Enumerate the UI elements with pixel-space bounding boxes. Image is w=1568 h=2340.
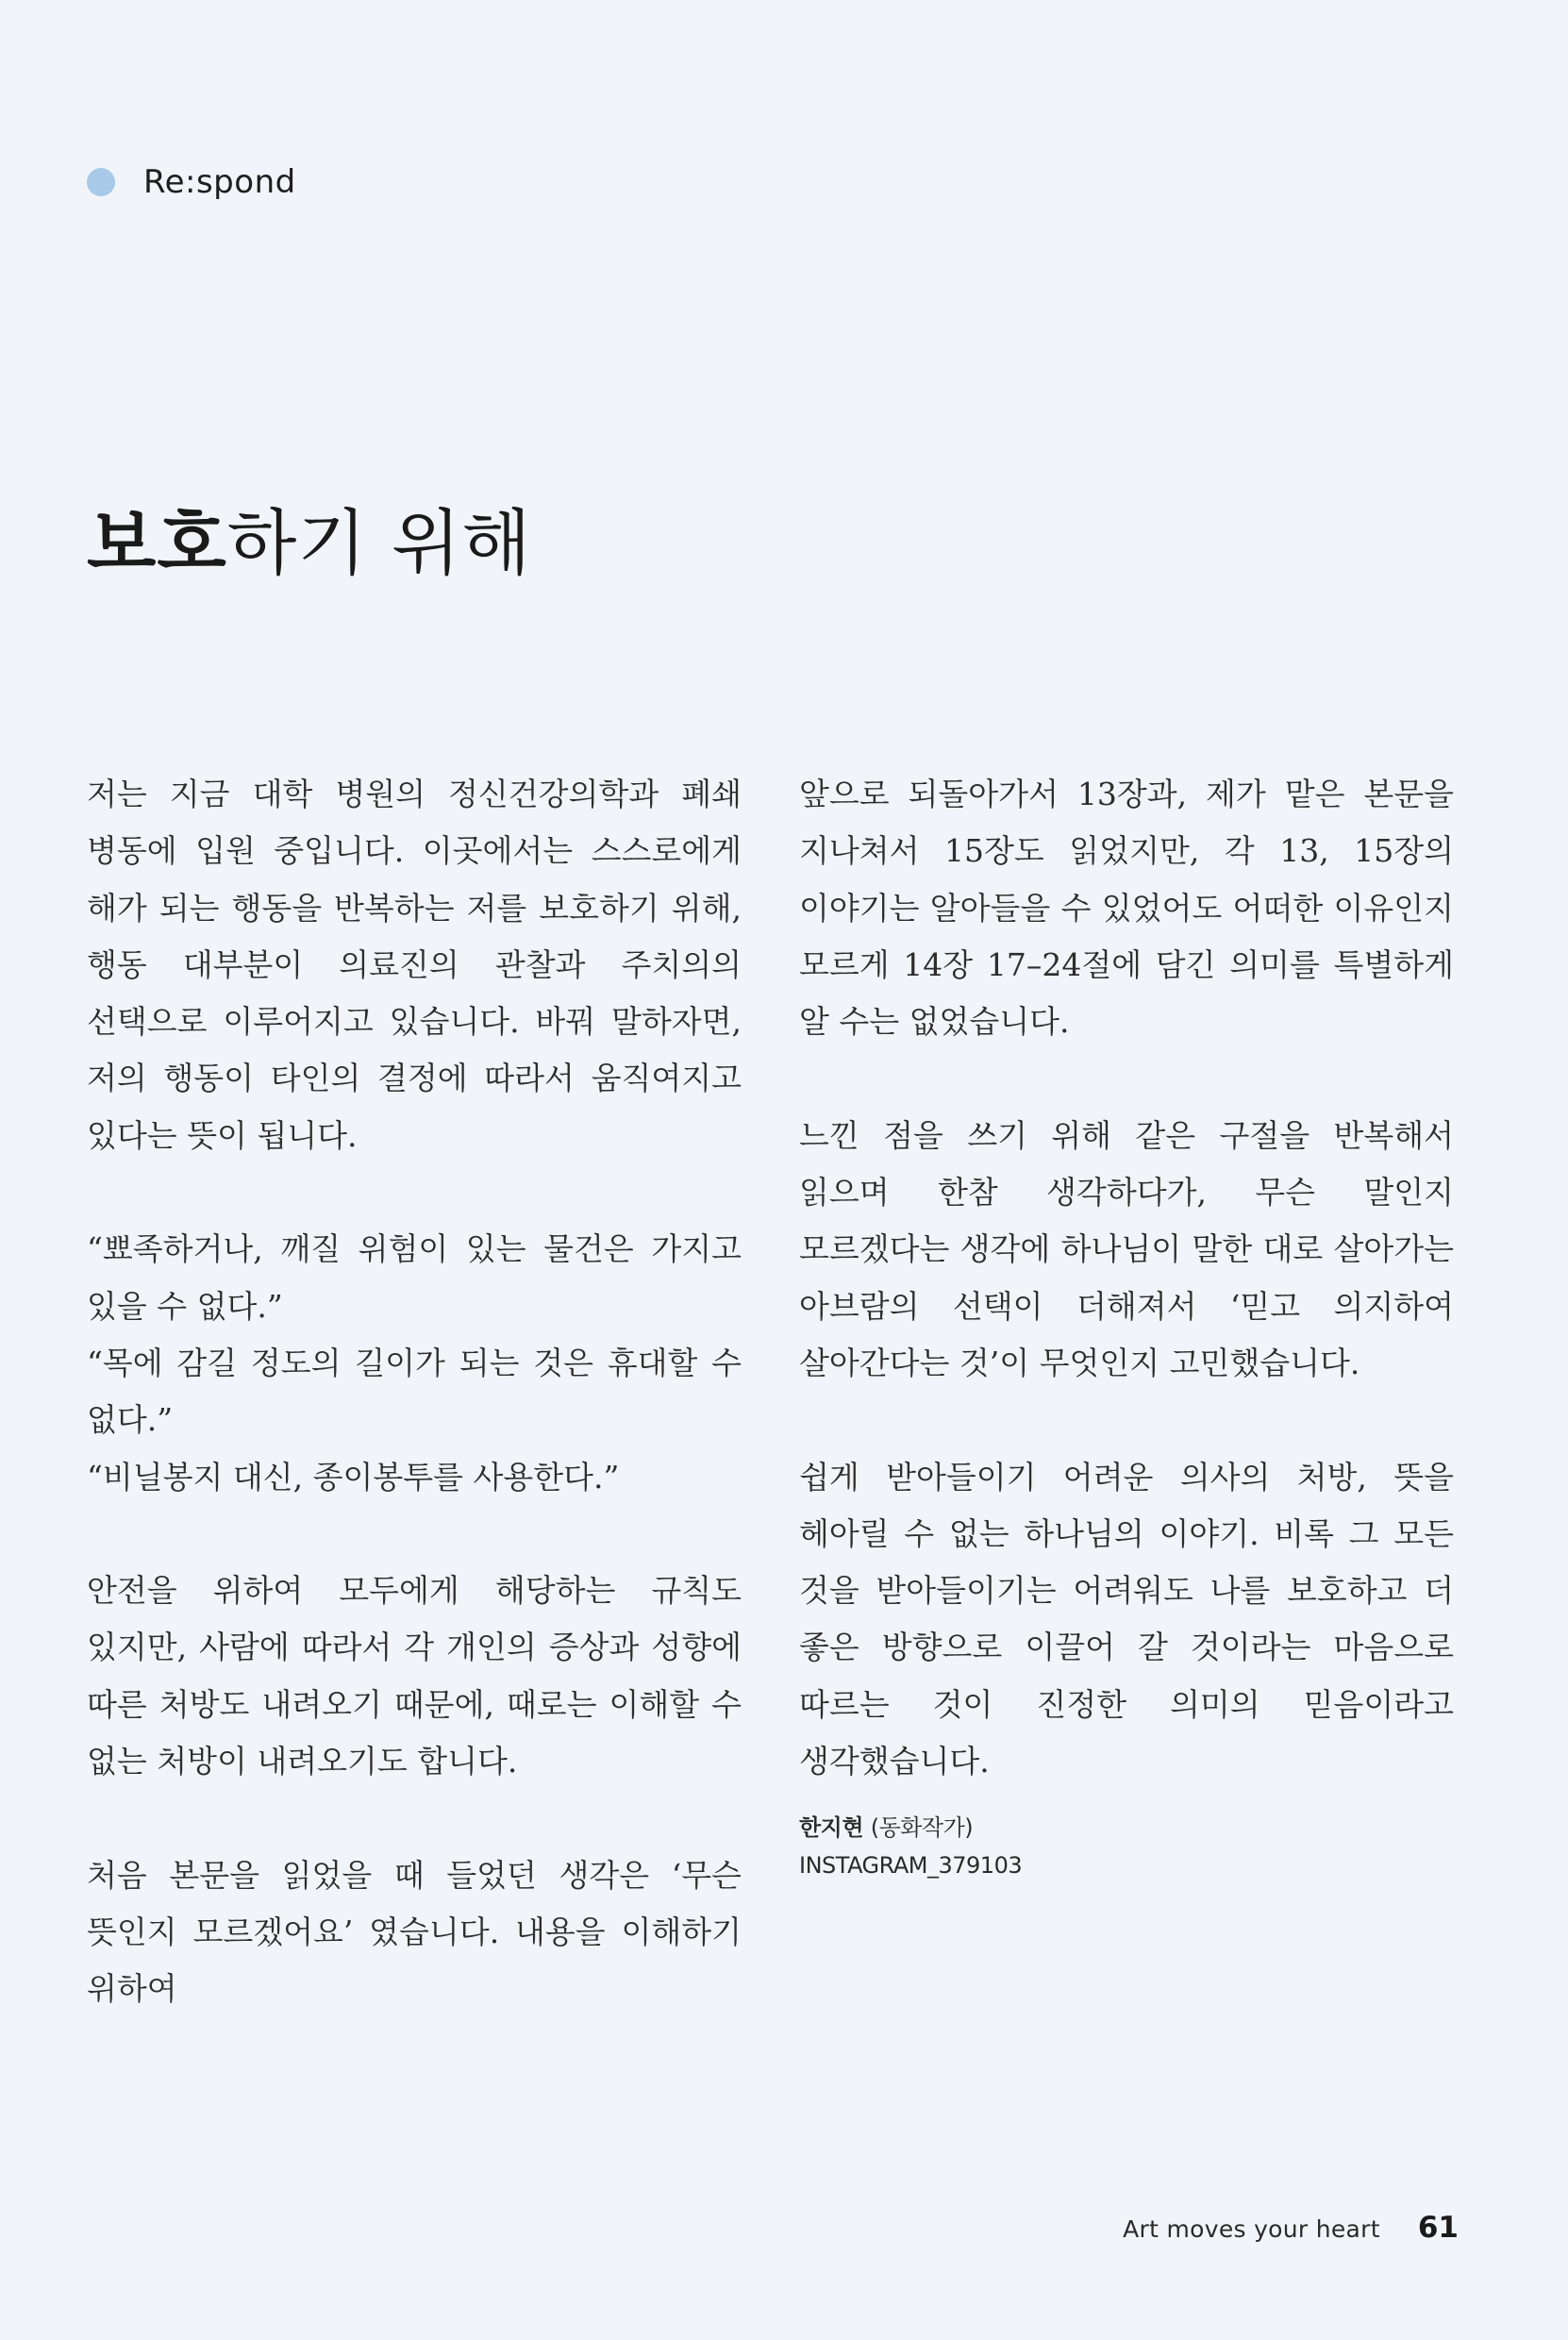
paragraph-continued-reading: 앞으로 되돌아가서 13장과, 제가 맡은 본문을 지나쳐서 15장도 읽었지만, 각 13, 15장의 이야기는 알아들을 수 있었어도 어떠한 이유인지 모르게 14장 17–24절에 담긴 의미를 특별하게 알 수는 없었습니다. xyxy=(799,776,1454,1041)
footer-tagline: Art moves your heart xyxy=(1123,2215,1380,2243)
author-name: 한지현 xyxy=(799,1814,864,1842)
section-label: Re:spond xyxy=(143,163,296,201)
page-number: 61 xyxy=(1417,2211,1459,2245)
paragraph-first-reading: 처음 본문을 읽었을 때 들었던 생각은 ‘무슨 뜻인지 모르겠어요’ 였습니다. 내용을 이해하기 위하여 xyxy=(87,1856,742,2008)
author-role: (동화작가) xyxy=(870,1814,974,1842)
page-footer xyxy=(1123,2211,1459,2245)
section-tag xyxy=(87,161,296,203)
quote-rule-3: “비닐봉지 대신, 종이봉투를 사용한다.” xyxy=(87,1458,620,1496)
quote-rule-1: “뾰족하거나, 깨질 위험이 있는 물건은 가지고 있을 수 없다.” xyxy=(87,1230,742,1325)
body-column-left xyxy=(87,766,742,2075)
article-title xyxy=(87,498,532,589)
body-column-right xyxy=(799,766,1454,1884)
paragraph-conclusion: 쉽게 받아들이기 어려운 의사의 처방, 뜻을 헤아릴 수 없는 하나님의 이야기. 비록 그 모든 것을 받아들이기는 어려워도 나를 보호하고 더 좋은 방향으로 이끌어 갈 것이라는 마음으로 따르는 것이 진정한 의미의 믿음이라고 생각했습니다. xyxy=(799,1458,1454,1780)
quote-rule-2: “목에 감길 정도의 길이가 되는 것은 휴대할 수 없다.” xyxy=(87,1344,742,1439)
author-credit xyxy=(799,1809,1454,1884)
article-title-bold: 보호 xyxy=(87,501,227,585)
paragraph-reflection: 느낀 점을 쓰기 위해 같은 구절을 반복해서 읽으며 한참 생각하다가, 무슨 말인지 모르겠다는 생각에 하나님이 말한 대로 살아가는 아브람의 선택이 더해져서 ‘믿고 의지하여 살아간다는 것’이 무엇인지 고민했습니다. xyxy=(799,1116,1454,1381)
paragraph-rules: 안전을 위하여 모두에게 해당하는 규칙도 있지만, 사람에 따라서 각 개인의 증상과 성향에 따른 처방도 내려오기 때문에, 때로는 이해할 수 없는 처방이 내려오기도 합니다. xyxy=(87,1572,742,1780)
paragraph-intro: 저는 지금 대학 병원의 정신건강의학과 폐쇄 병동에 입원 중입니다. 이곳에서는 스스로에게 해가 되는 행동을 반복하는 저를 보호하기 위해, 행동 대부분이 의료진의 관찰과 주치의의 선택으로 이루어지고 있습니다. 바꿔 말하자면, 저의 행동이 타인의 결정에 따라서 움직여지고 있다는 뜻이 됩니다. xyxy=(87,776,742,1154)
section-dot-icon xyxy=(87,168,115,196)
article-title-rest: 하기 위해 xyxy=(226,501,532,585)
author-handle: INSTAGRAM_379103 xyxy=(799,1852,1023,1880)
